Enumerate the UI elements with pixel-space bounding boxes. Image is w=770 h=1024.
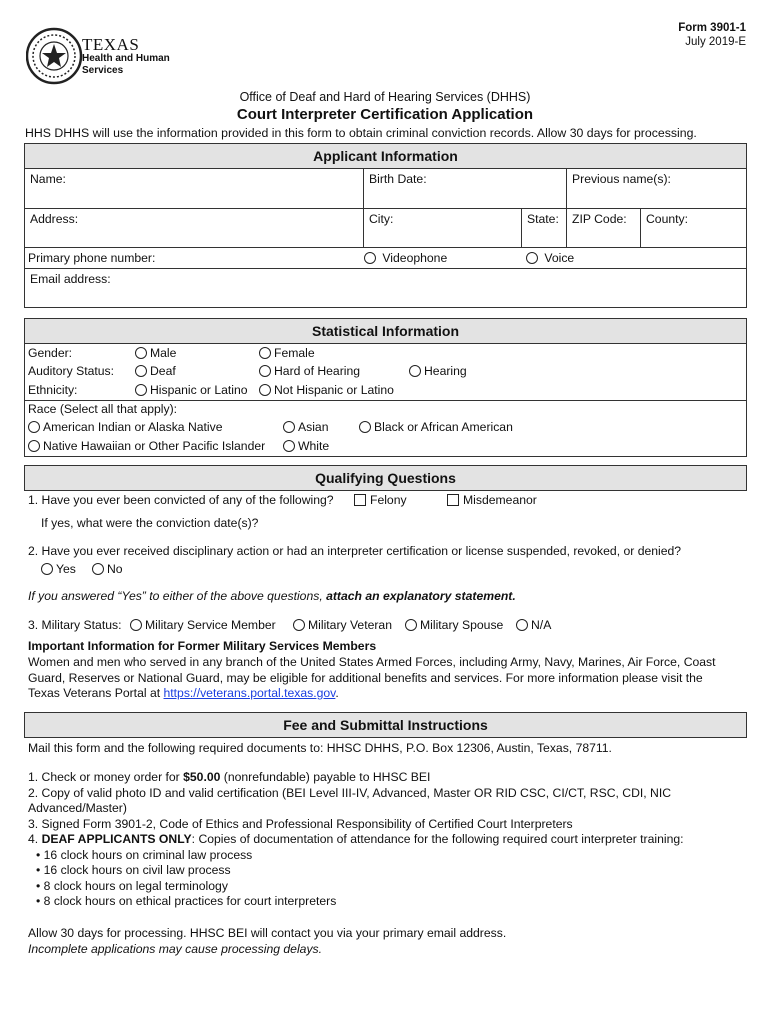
videophone-label: Videophone — [382, 251, 448, 265]
statistical-section-header: Statistical Information — [24, 318, 747, 344]
videophone-radio[interactable] — [364, 252, 376, 264]
logo-line2: Services — [82, 64, 124, 76]
applicant-section-header: Applicant Information — [24, 143, 747, 169]
hawaiian-radio[interactable] — [28, 440, 40, 452]
bullet-item: • 8 clock hours on legal terminology — [36, 878, 228, 893]
deaf-radio[interactable] — [135, 365, 147, 377]
gender-label: Gender: — [28, 346, 73, 360]
ethnicity-label: Ethnicity: — [28, 383, 78, 397]
qualifying-section-header: Qualifying Questions — [24, 465, 747, 491]
county-field[interactable] — [640, 208, 747, 248]
state-label: State: — [527, 212, 559, 226]
note-prefix: If you answered “Yes” to either of the above questions, — [28, 589, 327, 603]
auditory-label: Auditory Status: — [28, 364, 115, 378]
period: . — [335, 686, 339, 700]
note-bold: attach an explanatory statement. — [326, 589, 516, 603]
q2-text: 2. Have you ever received disciplinary action or had an interpreter certification or license suspended, revoked, or denied? — [28, 544, 682, 558]
american-indian-radio[interactable] — [28, 421, 40, 433]
service-member-radio[interactable] — [130, 619, 142, 631]
hispanic-radio[interactable] — [135, 384, 147, 396]
closing-text — [28, 926, 748, 957]
spouse-radio[interactable] — [405, 619, 417, 631]
office-name: Office of Deaf and Hard of Hearing Services (DHHS) — [239, 90, 531, 104]
hard-of-hearing-option[interactable] — [259, 364, 360, 378]
allow-text: Allow 30 days for processing. HHSC BEI will contact you via your primary email address. — [28, 926, 507, 940]
asian-radio[interactable] — [283, 421, 295, 433]
bullet-item: • 8 clock hours on ethical practices for court interpreters — [36, 894, 337, 908]
voice-label: Voice — [544, 251, 575, 265]
white-option[interactable] — [283, 439, 329, 453]
birth-date-label: Birth Date: — [369, 172, 427, 186]
hard-of-hearing-label: Hard of Hearing — [274, 364, 361, 378]
male-label: Male — [150, 346, 177, 360]
voice-radio[interactable] — [526, 252, 538, 264]
american-indian-option[interactable] — [28, 420, 223, 434]
important-line2: Guard, Reserves or National Guard, may be eligible for additional benefits and services. For more information please visit the — [28, 670, 703, 685]
misdemeanor-option[interactable] — [447, 493, 537, 507]
service-member-option[interactable] — [130, 618, 276, 632]
yes-radio[interactable] — [41, 563, 53, 575]
not-hispanic-label: Not Hispanic or Latino — [274, 383, 394, 397]
intro-text: HHS DHHS will use the information provided in this form to obtain criminal conviction records. Allow 30 days for processing. — [25, 126, 697, 140]
hearing-label: Hearing — [424, 364, 467, 378]
logo-line1: Health and Human — [82, 53, 170, 64]
fee-instructions-list — [28, 770, 748, 910]
na-option[interactable] — [516, 618, 551, 632]
white-label: White — [298, 439, 330, 453]
male-option[interactable] — [135, 346, 176, 360]
hawaiian-label: Native Hawaiian or Other Pacific Islander — [43, 439, 266, 453]
i1-a: 1. Check or money order for — [28, 770, 184, 784]
hispanic-label: Hispanic or Latino — [150, 383, 248, 397]
female-option[interactable] — [259, 346, 315, 360]
yes-option[interactable] — [41, 562, 76, 576]
veteran-radio[interactable] — [293, 619, 305, 631]
address-label: Address: — [30, 212, 79, 226]
deaf-label: Deaf — [150, 364, 176, 378]
address-field[interactable] — [24, 208, 364, 248]
hearing-radio[interactable] — [409, 365, 421, 377]
bullet-item: • 16 clock hours on criminal law process — [36, 847, 253, 862]
no-label: No — [107, 562, 123, 576]
felony-label: Felony — [370, 493, 407, 507]
form-date: July 2019-E — [685, 36, 746, 48]
q1-dates-text: If yes, what were the conviction date(s)? — [41, 516, 259, 530]
hawaiian-option[interactable] — [28, 439, 265, 453]
name-field[interactable] — [24, 168, 364, 209]
important-heading: Important Information for Former Military Services Members — [28, 639, 377, 653]
no-option[interactable] — [92, 562, 123, 576]
deaf-option[interactable] — [135, 364, 176, 378]
male-radio[interactable] — [135, 347, 147, 359]
county-label: County: — [646, 212, 689, 226]
na-label: N/A — [531, 618, 552, 632]
female-radio[interactable] — [259, 347, 271, 359]
instruction-4 — [28, 832, 748, 848]
incomplete-text: Incomplete applications may cause processing delays. — [28, 941, 323, 956]
i1-c: (nonrefundable) payable to HHSC BEI — [220, 770, 431, 784]
important-line3 — [28, 686, 748, 702]
city-label: City: — [369, 212, 394, 226]
mail-instructions: Mail this form and the following required documents to: HHSC DHHS, P.O. Box 12306, Austin, Texas, 78711. — [28, 741, 612, 755]
female-label: Female — [274, 346, 315, 360]
email-field[interactable] — [24, 268, 747, 308]
phone-label: Primary phone number: — [28, 251, 156, 265]
felony-option[interactable] — [354, 493, 407, 507]
email-label: Email address: — [30, 272, 111, 286]
no-radio[interactable] — [92, 563, 104, 575]
bullet-list — [28, 848, 748, 910]
veteran-label: Military Veteran — [308, 618, 392, 632]
hard-of-hearing-radio[interactable] — [259, 365, 271, 377]
fee-amount: $50.00 — [183, 770, 221, 784]
instruction-1 — [28, 770, 748, 786]
hispanic-option[interactable] — [135, 383, 248, 397]
not-hispanic-radio[interactable] — [259, 384, 271, 396]
misdemeanor-label: Misdemeanor — [463, 493, 537, 507]
bullet-item: • 16 clock hours on civil law process — [36, 863, 231, 877]
yes-label: Yes — [56, 562, 76, 576]
important-text — [28, 655, 748, 702]
important-line1: Women and men who served in any branch of the United States Armed Forces, including Army, Navy, Marines, Air Force, Coast — [28, 655, 716, 669]
important-line3-text: Texas Veterans Portal at — [28, 686, 164, 700]
birth-date-field[interactable] — [363, 168, 567, 209]
previous-names-field[interactable] — [566, 168, 747, 209]
q3-text: 3. Military Status: — [28, 618, 122, 632]
fee-section-header: Fee and Submittal Instructions — [24, 712, 747, 738]
na-radio[interactable] — [516, 619, 528, 631]
q1-text: 1. Have you ever been convicted of any of the following? — [28, 493, 334, 507]
spouse-label: Military Spouse — [420, 618, 504, 632]
deaf-applicants-only: DEAF APPLICANTS ONLY — [41, 832, 192, 846]
videophone-option[interactable] — [364, 251, 447, 265]
asian-label: Asian — [298, 420, 329, 434]
veteran-option[interactable] — [293, 618, 392, 632]
name-label: Name: — [30, 172, 66, 186]
zip-label: ZIP Code: — [572, 212, 627, 226]
asian-option[interactable] — [283, 420, 329, 434]
black-radio[interactable] — [359, 421, 371, 433]
logo-text — [82, 36, 170, 76]
page-title: Court Interpreter Certification Application — [236, 106, 534, 123]
explanatory-note — [28, 589, 516, 603]
previous-names-label: Previous name(s): — [572, 172, 671, 186]
zip-field[interactable] — [566, 208, 641, 248]
white-radio[interactable] — [283, 440, 295, 452]
not-hispanic-option[interactable] — [259, 383, 394, 397]
city-field[interactable] — [363, 208, 522, 248]
form-number-block — [678, 21, 746, 49]
veterans-portal-link[interactable]: https://veterans.portal.texas.gov — [163, 686, 336, 700]
instruction-2-line2: Advanced/Master) — [28, 801, 127, 815]
state-field[interactable] — [521, 208, 567, 248]
hearing-option[interactable] — [409, 364, 467, 378]
spouse-option[interactable] — [405, 618, 503, 632]
instruction-3: 3. Signed Form 3901-2, Code of Ethics and Professional Responsibility of Certified Court Interpreters — [28, 816, 573, 831]
i4-a: 4. — [28, 832, 42, 846]
instruction-2-line1: 2. Copy of valid photo ID and valid certification (BEI Level III-IV, Advanced, Master OR RID CSC, CI/CT, RSC, CDI, NIC — [28, 785, 672, 800]
misdemeanor-checkbox[interactable] — [447, 494, 459, 506]
voice-option[interactable] — [526, 251, 574, 265]
race-label: Race (Select all that apply): — [28, 402, 178, 416]
black-option[interactable] — [359, 420, 513, 434]
logo-word: TEXAS — [82, 35, 140, 54]
i4-c: : Copies of documentation of attendance for the following required court interpreter training: — [191, 832, 684, 846]
american-indian-label: American Indian or Alaska Native — [43, 420, 223, 434]
black-label: Black or African American — [374, 420, 513, 434]
service-member-label: Military Service Member — [145, 618, 276, 632]
felony-checkbox[interactable] — [354, 494, 366, 506]
form-number: Form 3901-1 — [678, 22, 746, 34]
